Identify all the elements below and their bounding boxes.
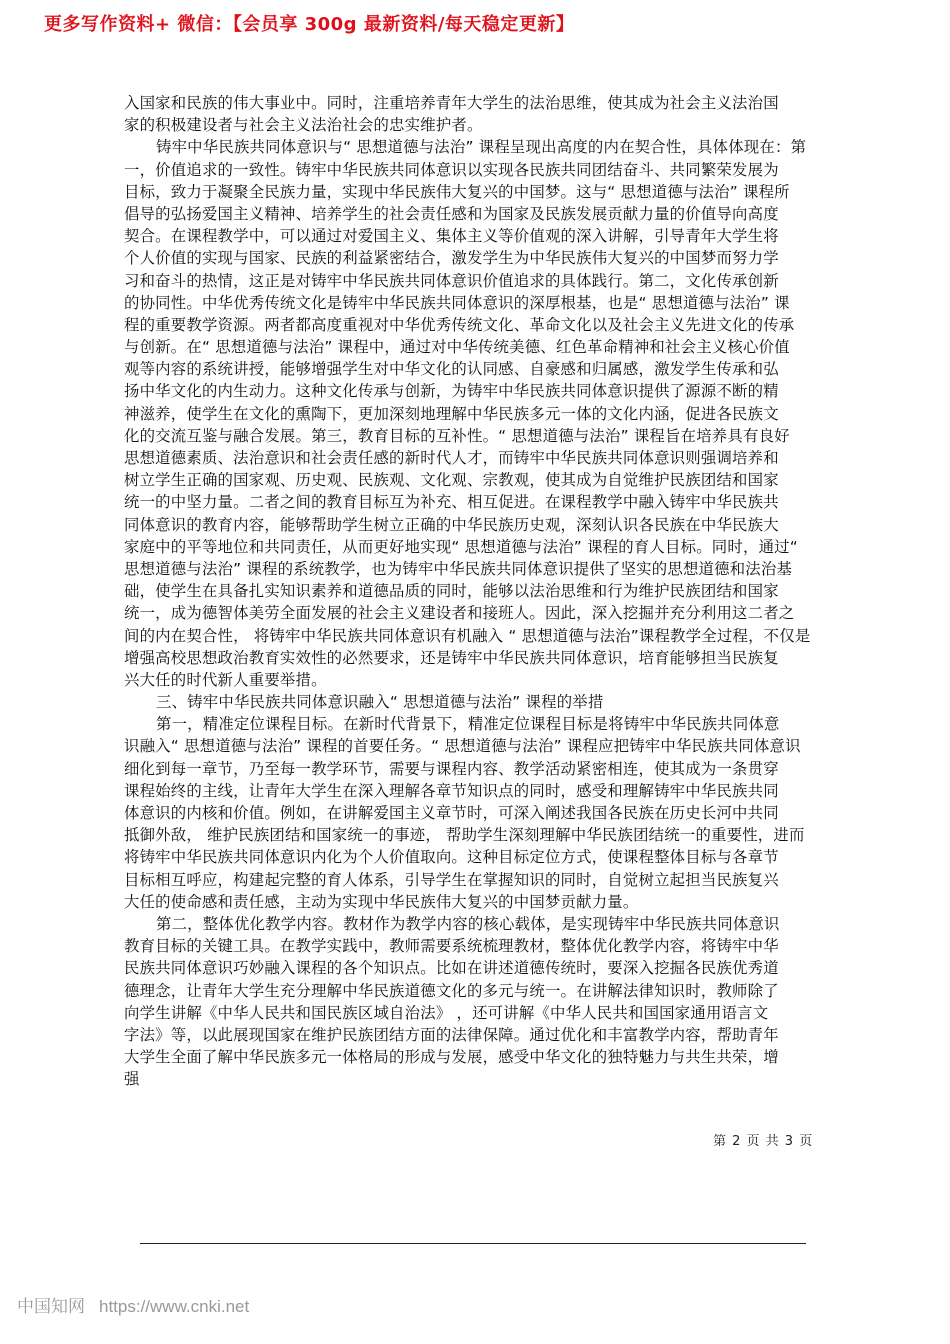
text-line: 铸牢中华民族共同体意识与“ 思想道德与法治” 课程呈现出高度的内在契合性，具体体现在：第 [156,138,807,157]
text-line: 树立学生正确的国家观、历史观、民族观、文化观、宗教观，使其成为自觉维护民族团结和国家 [124,471,779,490]
text-line: 强 [124,1070,140,1089]
text-line: 大任的使命感和责任感，主动为实现中华民族伟大复兴的中国梦贡献力量。 [124,892,639,911]
text-line: 大学生全面了解中华民族多元一体格局的形成与发展，感受中华文化的独特魅力与共生共荣，增 [124,1048,779,1067]
text-line: 一，价值追求的一致性。铸牢中华民族共同体意识以实现各民族共同团结奋斗、共同繁荣发展为 [124,160,779,179]
text-line: 增强高校思想政治教育实效性的必然要求，还是铸牢中华民族共同体意识，培育能够担当民族复 [124,648,779,667]
watermark-name: 中国知网 [17,1297,85,1317]
text-line: 兴大任的时代新人重要举措。 [124,670,327,689]
text-line: 三、铸牢中华民族共同体意识融入“ 思想道德与法治” 课程的举措 [156,693,604,712]
text-line: 字法》等，以此展现国家在维护民族团结方面的法律保障。通过优化和丰富教学内容，帮助青年 [124,1025,779,1044]
text-line: 课程始终的主线，让青年大学生在深入理解各章节知识点的同时，感受和理解铸牢中华民族共同 [124,781,779,800]
document-body [124,92,836,1090]
text-line: 抵御外敌， 维护民族团结和国家统一的事迹， 帮助学生深刻理解中华民族团结统一的重要性，进而 [124,826,805,845]
text-line: 将铸牢中华民族共同体意识内化为个人价值取向。这种目标定位方式，使课程整体目标与各章节 [124,848,779,867]
text-line: 细化到每一章节，乃至每一教学环节，需要与课程内容、教学活动紧密相连，使其成为一条贯穿 [124,759,779,778]
text-line: 倡导的弘扬爱国主义精神、培养学生的社会责任感和为国家及民族发展贡献力量的价值导向高度 [124,204,779,223]
promo-banner: 更多写作资料+ 微信：【会员享 300g 最新资料/每天稳定更新】 [44,14,575,35]
text-line: 教育目标的关键工具。在教学实践中，教师需要系统梳理教材，整体优化教学内容，将铸牢中华 [124,937,779,956]
text-line: 目标，致力于凝聚全民族力量，实现中华民族伟大复兴的中国梦。这与“ 思想道德与法治” 课程所 [124,182,790,201]
text-line: 民族共同体意识巧妙融入课程的各个知识点。比如在讲述道德传统时，要深入挖掘各民族优秀道 [124,959,779,978]
footer-divider [140,1243,806,1244]
text-line: 体意识的内核和价值。例如，在讲解爱国主义章节时，可深入阐述我国各民族在历史长河中共同 [124,804,779,822]
text-line: 统一的中坚力量。二者之间的教育目标互为补充、相互促进。在课程教学中融入铸牢中华民族共 [124,493,779,512]
text-line: 同体意识的教育内容，能够帮助学生树立正确的中华民族历史观，深刻认识各民族在中华民族大 [124,515,779,534]
text-line: 思想道德素质、法治意识和社会责任感的新时代人才，而铸牢中华民族共同体意识则强调培养和 [124,449,779,467]
text-line: 思想道德与法治” 课程的系统教学，也为铸牢中华民族共同体意识提供了坚实的思想道德和法治基 [124,559,793,578]
page-number: 第 2 页 共 3 页 [713,1134,814,1149]
text-line: 观等内容的系统讲授，能够增强学生对中华文化的认同感、自豪感和归属感，激发学生传承和弘 [124,360,779,379]
cnki-watermark [17,1292,249,1317]
text-line: 契合。在课程教学中，可以通过对爱国主义、集体主义等价值观的深入讲解，引导青年大学生将 [124,227,779,246]
text-line: 家庭中的平等地位和共同责任，从而更好地实现“ 思想道德与法治” 课程的育人目标。同时，通过“ [124,537,798,556]
text-line: 识融入“ 思想道德与法治” 课程的首要任务。“ 思想道德与法治” 课程应把铸牢中华民族共同体意识 [124,737,801,756]
text-line: 础，使学生在具备扎实知识素养和道德品质的同时，能够以法治思维和行为维护民族团结和国家 [124,582,779,601]
text-line: 间的内在契合性， 将铸牢中华民族共同体意识有机融入 “ 思想道德与法治”课程教学全过程，不仅是 [124,626,811,645]
text-line: 的协同性。中华优秀传统文化是铸牢中华民族共同体意识的深厚根基，也是“ 思想道德与法治” 课 [124,293,790,312]
watermark-url: https://www.cnki.net [99,1297,250,1316]
text-line: 向学生讲解《中华人民共和国民族区域自治法》 ，还可讲解《中华人民共和国国家通用语言文 [124,1003,769,1022]
text-line: 神滋养，使学生在文化的熏陶下，更加深刻地理解中华民族多元一体的文化内涵，促进各民族文 [124,404,779,423]
text-line: 个人价值的实现与国家、民族的利益紧密结合，激发学生为中华民族伟大复兴的中国梦而努力学 [124,249,779,268]
text-line: 入国家和民族的伟大事业中。同时，注重培养青年大学生的法治思维，使其成为社会主义法治国 [124,94,779,112]
text-line: 第一，精准定位课程目标。在新时代背景下，精准定位课程目标是将铸牢中华民族共同体意 [156,715,780,734]
text-line: 家的积极建设者与社会主义法治社会的忠实维护者。 [124,116,483,135]
text-line: 扬中华文化的内生动力。这种文化传承与创新，为铸牢中华民族共同体意识提供了源源不断的精 [124,382,779,401]
text-line: 第二，整体优化教学内容。教材作为教学内容的核心载体，是实现铸牢中华民族共同体意识 [156,914,780,933]
text-line: 德理念，让青年大学生充分理解中华民族道德文化的多元与统一。在讲解法律知识时，教师除了 [124,981,779,1000]
text-line: 程的重要教学资源。两者都高度重视对中华优秀传统文化、革命文化以及社会主义先进文化的传承 [124,315,795,334]
text-line: 与创新。在“ 思想道德与法治” 课程中，通过对中华传统美德、红色革命精神和社会主义核心价值 [124,338,790,357]
text-line: 习和奋斗的热情，这正是对铸牢中华民族共同体意识价值追求的具体践行。第二，文化传承创新 [124,271,779,290]
text-line: 目标相互呼应，构建起完整的育人体系，引导学生在掌握知识的同时，自觉树立起担当民族复兴 [124,870,779,889]
text-line: 统一，成为德智体美劳全面发展的社会主义建设者和接班人。因此，深入挖掘并充分利用这二者之 [124,604,795,623]
text-line: 化的交流互鉴与融合发展。第三，教育目标的互补性。“ 思想道德与法治” 课程旨在培养具有良好 [124,426,790,445]
